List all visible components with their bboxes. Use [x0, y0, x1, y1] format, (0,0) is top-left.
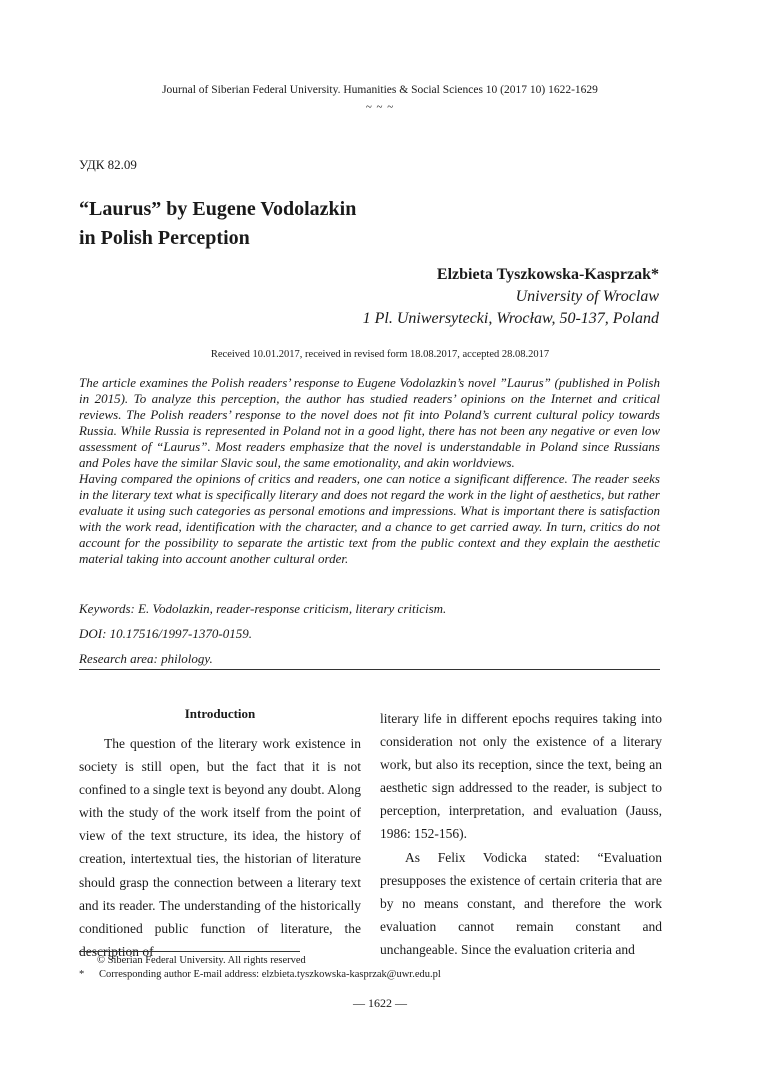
body-paragraph: The question of the literary work existence in society is still open, but the fact that it is not confined to a single text is beyond any doubt. Along with the study of the work itself from the point of view of the text structure, its idea, the history of creation, intertextual ties, the historian of literature should grasp the connection between a literary text and its reader. The understanding of the historically conditioned public function of literature, the description of	[79, 736, 361, 959]
abstract-paragraph-1: The article examines the Polish readers’ response to Eugene Vodolazkin’s novel ”Laurus” (published in Polish in 2015). To analyze this perception, the author has studied readers’ opinions on the Internet and critical reviews. The Polish readers’ response to the novel does not fit into Poland’s current cultural policy towards Russia. While Russia is represented in Poland not in a good light, there has not been any negative or even low assessment of “Laurus”. Most readers emphasize that the novel is understandable in Poland since Russians and Poles have the similar Slavic soul, the same emotionality, and akin worldviews.	[79, 375, 660, 470]
section-divider	[79, 669, 660, 670]
footnote-copyright: © Siberian Federal University. All rights reserved	[97, 955, 306, 966]
author-address: 1 Pl. Uniwersytecki, Wrocław, 50-137, Poland	[362, 310, 659, 327]
body-paragraph: literary life in different epochs requires taking into consideration not only the existence of a literary work, but also its reception, since the text, being an aesthetic sign addressed to the reader, is subject to perception, interpretation, and evaluation (Jauss, 1986: 152-156).	[380, 711, 662, 842]
abstract	[79, 375, 660, 567]
received-dates: Received 10.01.2017, received in revised form 18.08.2017, accepted 28.08.2017	[210, 349, 550, 360]
author-block	[363, 264, 659, 330]
footnote-divider	[79, 951, 300, 952]
research-area: Research area: philology.	[79, 651, 213, 666]
footnote-mark: *	[79, 969, 85, 980]
udk-code: УДК 82.09	[79, 157, 137, 172]
corresponding-author-email: Corresponding author E-mail address: elzbieta.tyszkowska-kasprzak@uwr.edu.pl	[99, 969, 441, 980]
doi: DOI: 10.17516/1997-1370-0159.	[79, 626, 252, 641]
body-column-left	[79, 706, 361, 963]
author-university: University of Wroclaw	[515, 288, 659, 305]
journal-header: Journal of Siberian Federal University. Humanities & Social Sciences 10 (2017 10) 1622-1629	[162, 84, 598, 96]
footnote-corresponding-author	[79, 969, 441, 980]
page-number: — 1622 —	[353, 996, 407, 1010]
section-heading-introduction: Introduction	[184, 706, 256, 721]
body-paragraph: As Felix Vodicka stated: “Evaluation presupposes the existence of certain criteria that are by no means constant, and therefore the work evaluation cannot remain constant and unchangeable. Since the evaluation criteria and	[380, 849, 662, 957]
paper-title	[79, 195, 579, 253]
keywords: Keywords: E. Vodolazkin, reader-response criticism, literary criticism.	[79, 601, 447, 616]
header-separator: ~ ~ ~	[365, 101, 395, 113]
title-line-2: in Polish Perception	[79, 227, 250, 249]
body-column-right	[380, 707, 662, 961]
abstract-paragraph-2: Having compared the opinions of critics and readers, one can notice a significant difference. The reader seeks in the literary text what is specifically literary and does not regard the work in the light of aesthetics, but rather evaluate it using such categories as personal emotions and impressions. What is important there is satisfaction with the work read, identification with the character, and a chance to get carried away. In turn, critics do not account for the possibility to separate the artistic text from the public context and they explain the aesthetic material taking into account another cultural order.	[79, 471, 660, 566]
title-line-1: “Laurus” by Eugene Vodolazkin	[79, 198, 357, 220]
author-name: Elzbieta Tyszkowska-Kasprzak*	[436, 266, 659, 283]
